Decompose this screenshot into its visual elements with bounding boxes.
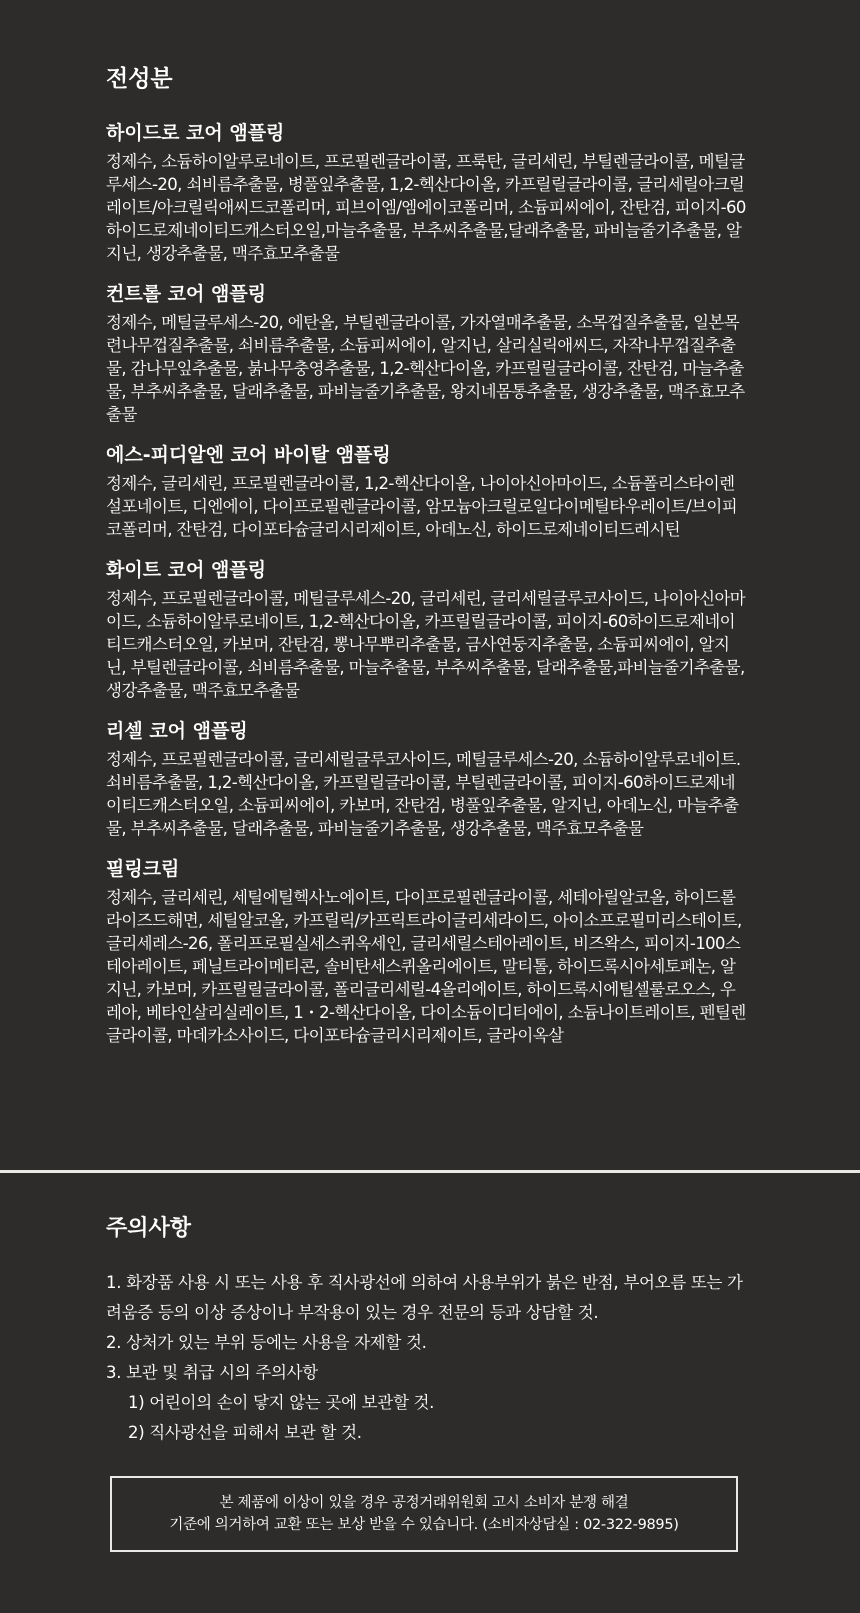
section-title: 하이드로 코어 앰플링 <box>106 122 285 144</box>
caution-list <box>106 1268 746 1448</box>
ingredient-section-recell <box>106 716 746 840</box>
section-ingredients: 정제수, 소듐하이알루로네이트, 프로필렌글라이콜, 프룩탄, 글리세린, 부틸렌글라이콜, 메틸글루세스-20, 쇠비름추출물, 병풀잎추출물, 1,2-헥산다이올, 카프릴릴글라이콜, 글리세릴아크릴레이트/아크릴릭애씨드코폴리머, 피브이엠/엠에이코폴리머, 소듐피씨에이, 잔탄검, 피이지-60하이드로제네이티드캐스터오일,마늘추출물, 부추씨추출물,달래추출물, 파비늘줄기추출물, 알지닌, 생강추출물, 맥주효모추출물 <box>106 152 746 263</box>
ingredient-section-spdrn <box>106 440 746 541</box>
caution-sub-item: 1) 어린이의 손이 닿지 않는 곳에 보관할 것. <box>128 1393 435 1412</box>
caution-item: 2. 상처가 있는 부위 등에는 사용을 자제할 것. <box>106 1333 427 1352</box>
section-ingredients: 정제수, 글리세린, 프로필렌글라이콜, 1,2-헥산다이올, 나이아신아마이드, 소듐폴리스타이렌설포네이트, 디엔에이, 다이프로필렌글라이콜, 암모늄아크릴로일다이메틸타우레이트/브이피코폴리머, 잔탄검, 다이포타슘글리시리제이트, 아데노신, 하이드로제네이티드레시틴 <box>106 474 738 539</box>
ingredient-section-white <box>106 555 746 702</box>
caution-title: 주의사항 <box>106 1216 192 1241</box>
ingredient-section-control <box>106 279 746 426</box>
section-title: 리셀 코어 앰플링 <box>106 720 248 742</box>
notice-line: 본 제품에 이상이 있을 경우 공정거래위원회 고시 소비자 분쟁 해결 <box>219 1495 629 1511</box>
section-ingredients: 정제수, 메틸글루세스-20, 에탄올, 부틸렌글라이콜, 가자열매추출물, 소목껍질추출물, 일본목련나무껍질추출물, 쇠비름추출물, 소듐피씨에이, 알지닌, 살리실릭애씨드, 자작나무껍질추출물, 감나무잎추출물, 붉나무충영추출물, 1,2-헥산다이올, 카프릴릴글라이콜, 잔탄검, 마늘추출물, 부추씨추출물, 달래추출물, 파비늘줄기추출물, 왕지네몸통추출물, 생강추출물, 맥주효모추출물 <box>106 313 745 424</box>
caution-item: 3. 보관 및 취급 시의 주의사항 <box>106 1363 318 1382</box>
section-ingredients: 정제수, 프로필렌글라이콜, 글리세릴글루코사이드, 메틸글루세스-20, 소듐하이알루로네이트. 쇠비름추출물, 1,2-헥산다이올, 카프릴릴글라이콜, 부틸렌글라이콜, 피이지-60하이드로제네이티드캐스터오일, 소듐피씨에이, 카보머, 잔탄검, 병풀잎추출물, 알지닌, 아데노신, 마늘추출물, 부추씨추출물, 달래추출물, 파비늘줄기추출물, 생강추출물, 맥주효모추출물 <box>106 750 741 838</box>
section-ingredients: 정제수, 프로필렌글라이콜, 메틸글루세스-20, 글리세린, 글리세릴글루코사이드, 나이아신아마이드, 소듐하이알루로네이트, 1,2-헥산다이올, 카프릴릴글라이콜, 피이지-60하이드로제네이티드캐스터오일, 카보머, 잔탄검, 뽕나무뿌리추출물, 금사연둥지추출물, 소듐피씨에이, 알지닌, 부틸렌글라이콜, 쇠비름추출물, 마늘추출물, 부추씨추출물, 달래추출물,파비늘줄기추출물, 생강추출물, 맥주효모추출물 <box>106 589 746 700</box>
section-title: 컨트롤 코어 앰플링 <box>106 283 267 305</box>
ingredient-section-hydro <box>106 118 746 265</box>
section-ingredients: 정제수, 글리세린, 세틸에틸헥사노에이트, 다이프로필렌글라이콜, 세테아릴알코올, 하이드롤라이즈드해면, 세틸알코올, 카프릴릭/카프릭트라이글리세라이드, 아이소프로필미리스테이트, 글리세레스-26, 폴리프로필실세스퀴옥세인, 글리세릴스테아레이트, 비즈왁스, 피이지-100스테아레이트, 페닐트라이메티콘, 솔비탄세스퀴올리에이트, 말티톨, 하이드록시아세토페논, 알지닌, 카보머, 카프릴릴글라이콜, 폴리글리세릴-4올리에이트, 하이드록시에틸셀룰로오스, 우레아, 베타인살리실레이트, 1・2-헥산다이올, 다이소듐이디티에이, 소듐나이트레이트, 펜틸렌글라이콜, 마데카소사이드, 다이포타슘글리시리제이트, 글라이옥살 <box>106 888 746 1045</box>
ingredients-title: 전성분 <box>106 66 173 92</box>
section-title: 화이트 코어 앰플링 <box>106 559 267 581</box>
caution-sub-item: 2) 직사광선을 피해서 보관 할 것. <box>128 1423 362 1442</box>
section-divider <box>0 1170 860 1173</box>
ingredient-section-peeling-cream <box>106 854 746 1047</box>
caution-section <box>106 1212 746 1448</box>
ingredients-section <box>106 62 746 1061</box>
section-title: 에스-피디알엔 코어 바이탈 앰플링 <box>106 444 391 466</box>
consumer-notice-box <box>110 1476 738 1552</box>
caution-item: 1. 화장품 사용 시 또는 사용 후 직사광선에 의하여 사용부위가 붉은 반점, 부어오름 또는 가려움증 등의 이상 증상이나 부작용이 있는 경우 전문의 등과 상담할 것. <box>106 1273 743 1322</box>
notice-line: 기준에 의거하여 교환 또는 보상 받을 수 있습니다. (소비자상담실 : 02-322-9895) <box>169 1517 679 1533</box>
section-title: 필링크림 <box>106 858 180 880</box>
